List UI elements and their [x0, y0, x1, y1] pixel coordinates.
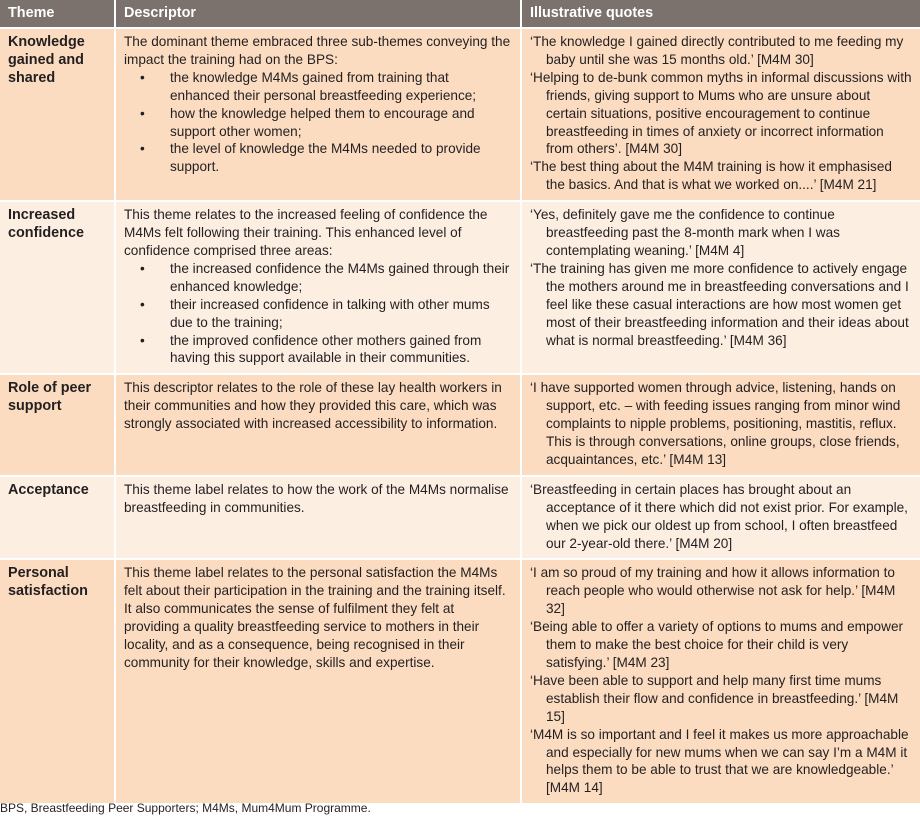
descriptor-bullet: • how the knowledge helped them to encourage and support other women;: [124, 105, 512, 141]
illustrative-quote: ‘I have supported women through advice, listening, hands on support, etc. – with feeding issues ranging from minor wind complaints to nipple problems, positioning, mastitis, reflux. This is through conversations, online groups, close friends, acquaintances, etc.’ [M4M 13]: [530, 380, 901, 467]
table-header: [0, 0, 920, 27]
illustrative-quote: ‘Yes, definitely gave me the confidence to continue breastfeeding past the 8-month mark when I was contemplating weaning.’ [M4M 4]: [530, 207, 840, 258]
theme-cell: Role of peer support: [0, 373, 114, 475]
descriptor-cell: [114, 475, 520, 559]
illustrative-quote: ‘Breastfeeding in certain places has brought about an acceptance of it there which did not exist prior. For example, when we pick our oldest up from school, I often breastfeed our 2-year-old there.’ [M4M 20]: [530, 481, 908, 551]
table-row: [0, 558, 920, 803]
illustrative-quote: ‘The best thing about the M4M training is how it emphasised the basics. And that is what we worked on....’ [M4M 21]: [530, 159, 892, 193]
theme-cell: Acceptance: [0, 475, 114, 559]
quotes-cell: [520, 558, 920, 803]
theme-cell: Knowledge gained and shared: [0, 27, 114, 200]
theme-cell: Personal satisfaction: [0, 558, 114, 803]
illustrative-quote: ‘M4M is so important and I feel it makes us more approachable and especially for new mums when we can say I’m a M4M it helps them to be able to trust that we are knowledgeable.’ [M4M 14]: [530, 726, 909, 796]
illustrative-quote: ‘Being able to offer a variety of options to mums and empower them to make the best choice for their child is very satisfying.’ [M4M 23]: [530, 619, 904, 670]
descriptor-cell: [114, 373, 520, 475]
illustrative-quote: ‘The knowledge I gained directly contributed to me feeding my baby until she was 15 months old.’ [M4M 30]: [530, 34, 904, 67]
header-row: [0, 0, 920, 27]
illustrative-quote: ‘Helping to de-bunk common myths in informal discussions with friends, giving support to Mums who are unsure about certain situations, positive encouragement to continue breastfeeding in times of anxiety or incorrect information from others’. [M4M 30]: [530, 69, 912, 157]
header-illustrative-quotes: Illustrative quotes: [520, 0, 920, 27]
descriptor-bullet-list: [124, 69, 512, 176]
descriptor-text: This descriptor relates to the role of these lay health workers in their communities and how they provided this care, which was strongly associated with increased accessibility to information.: [124, 380, 502, 432]
header-theme: Theme: [0, 0, 114, 27]
descriptor-text: The dominant theme embraced three sub-themes conveying the impact the training had on the BPS:: [124, 34, 511, 67]
descriptor-bullet: • the increased confidence the M4Ms gained through their enhanced knowledge;: [124, 260, 512, 296]
theme-cell: Increased confidence: [0, 200, 114, 373]
quotes-cell: [520, 373, 920, 475]
footnote: BPS, Breastfeeding Peer Supporters; M4Ms, Mum4Mum Programme.: [0, 801, 371, 815]
descriptor-text: This theme label relates to how the work of the M4Ms normalise breastfeeding in communities.: [124, 481, 509, 515]
table-row: [0, 373, 920, 475]
header-descriptor: Descriptor: [114, 0, 520, 27]
quotes-cell: [520, 27, 920, 200]
descriptor-text: This theme label relates to the personal satisfaction the M4Ms felt about their participation in the training and the training itself. It also communicates the sense of fulfilment they felt at providing a quality breastfeeding service to mothers in their locality, and as a consequence, being recognised in their community for their knowledge, skills and expertise.: [124, 565, 506, 670]
table-row: [0, 200, 920, 373]
table-row: [0, 27, 920, 200]
quotes-cell: [520, 475, 920, 559]
table-body: [0, 27, 920, 803]
descriptor-bullet: • their increased confidence in talking with other mums due to the training;: [124, 296, 512, 332]
descriptor-text: This theme relates to the increased feeling of confidence the M4Ms felt following their training. This enhanced level of confidence comprised three areas:: [124, 207, 488, 258]
quotes-cell: [520, 200, 920, 373]
illustrative-quote: ‘I am so proud of my training and how it allows information to reach people who would otherwise not ask for help.’ [M4M 32]: [530, 565, 896, 617]
descriptor-bullet-list: [124, 260, 512, 367]
illustrative-quote: ‘Have been able to support and help many first time mums establish their flow and confidence in breastfeeding.’ [M4M 15]: [530, 672, 899, 724]
descriptor-cell: [114, 200, 520, 373]
descriptor-cell: [114, 27, 520, 200]
table-row: [0, 475, 920, 559]
descriptor-cell: [114, 558, 520, 803]
illustrative-quote: ‘The training has given me more confidence to actively engage the mothers around me in breastfeeding conversations and I feel like these casual interactions are how most women get most of their breastfeeding information and their ideas about what is normal breastfeeding.’ [M4M 36]: [530, 260, 909, 348]
descriptor-bullet: • the improved confidence other mothers gained from having this support available in their communities.: [124, 332, 512, 368]
descriptor-bullet: • the knowledge M4Ms gained from training that enhanced their personal breastfeeding experience;: [124, 69, 512, 105]
descriptor-bullet: • the level of knowledge the M4Ms needed to provide support.: [124, 140, 512, 176]
